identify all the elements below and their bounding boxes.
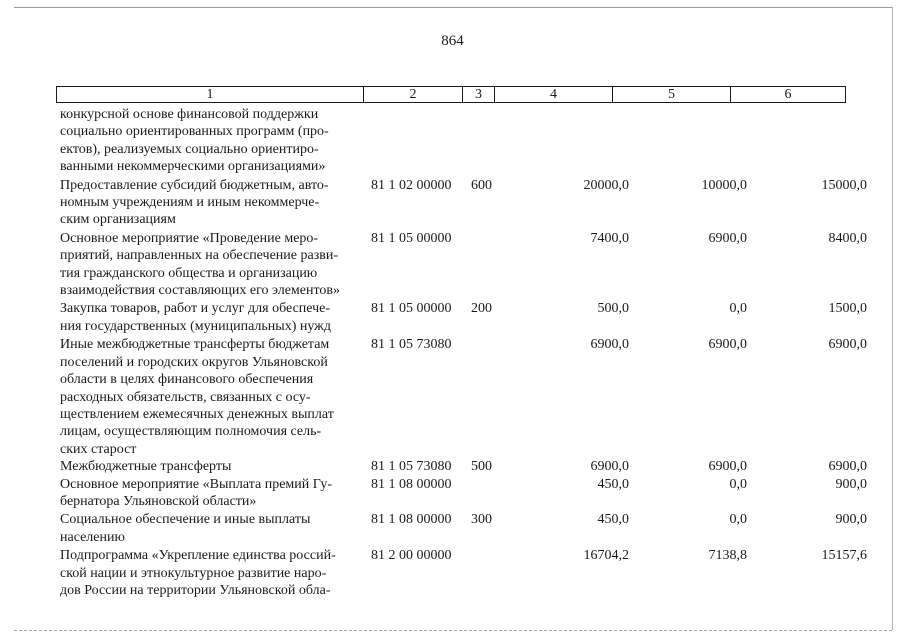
row-name-line: Основное мероприятие «Проведение меро- — [60, 230, 319, 246]
row-value-col5: 0,0 — [729, 476, 747, 492]
row-value-col4: 450,0 — [597, 512, 629, 528]
header-col-2: 2 — [364, 87, 463, 102]
table-row — [0, 106, 905, 176]
header-col-4: 4 — [495, 87, 613, 102]
row-expense-type — [471, 336, 523, 458]
table-row — [0, 458, 905, 475]
header-col-5: 5 — [613, 87, 731, 102]
row-value-col4: 6900,0 — [590, 459, 629, 475]
row-name — [60, 300, 364, 335]
row-code: 81 1 02 00000 — [371, 177, 452, 193]
row-name-line: Подпрограмма «Укрепление единства россий- — [60, 548, 336, 564]
row-name-line: Закупка товаров, работ и услуг для обеспече- — [60, 301, 331, 317]
row-name-line: ским организациям — [60, 212, 176, 228]
row-value-col6: 6900,0 — [828, 337, 867, 353]
table-body — [0, 106, 905, 599]
row-value-col6 — [747, 106, 867, 176]
row-value-col4: 7400,0 — [590, 230, 629, 246]
row-expense-type: 500 — [471, 459, 492, 475]
row-name — [60, 336, 364, 458]
row-code: 81 2 00 00000 — [371, 548, 452, 564]
row-value-col5: 6900,0 — [708, 230, 747, 246]
header-col-3: 3 — [463, 87, 495, 102]
row-value-col6: 15157,6 — [821, 548, 867, 564]
row-value-col5: 0,0 — [729, 512, 747, 528]
row-name-line: конкурсной основе финансовой поддержки — [60, 107, 319, 122]
row-value-col4: 6900,0 — [590, 337, 629, 353]
row-name-line: ния государственных (муниципальных) нужд — [60, 318, 331, 334]
row-name-line: Межбюджетные трансферты — [60, 459, 232, 475]
row-name-line: бернатора Ульяновской области» — [60, 493, 257, 509]
header-col-1: 1 — [57, 87, 364, 102]
row-expense-type — [471, 230, 523, 300]
row-name-line: поселений и городских округов Ульяновской — [60, 354, 328, 370]
row-value-col6: 1500,0 — [828, 301, 867, 317]
row-value-col5: 6900,0 — [708, 337, 747, 353]
row-name-line: приятий, направленных на обеспечение разви- — [60, 248, 339, 264]
row-expense-type: 200 — [471, 301, 492, 317]
row-value-col5: 10000,0 — [701, 177, 747, 193]
row-name-line: номным учреждениям и иным некоммерче- — [60, 195, 320, 211]
row-name — [60, 547, 364, 599]
row-value-col6: 15000,0 — [821, 177, 867, 193]
row-expense-type — [471, 106, 523, 176]
table-header-row — [56, 86, 846, 103]
row-code: 81 1 05 00000 — [371, 230, 452, 246]
row-value-col5 — [629, 106, 747, 176]
row-value-col5: 7138,8 — [708, 548, 747, 564]
row-name-line: ванными некоммерческими организациями» — [60, 159, 326, 175]
row-code: 81 1 08 00000 — [371, 512, 452, 528]
row-name-line: взаимодействия составляющих его элементов» — [60, 283, 341, 299]
header-col-6: 6 — [784, 87, 792, 102]
row-value-col4 — [523, 106, 629, 176]
row-value-col5: 0,0 — [729, 301, 747, 317]
row-name-line: дов России на территории Ульяновской обла- — [60, 582, 331, 598]
row-name-line: Основное мероприятие «Выплата премий Гу- — [60, 476, 332, 492]
row-value-col6: 900,0 — [835, 512, 867, 528]
table-row — [0, 336, 905, 458]
table-row — [0, 476, 905, 511]
row-name-line: тия гражданского общества и организацию — [60, 265, 318, 281]
row-name-line: Социальное обеспечение и иные выплаты — [60, 512, 311, 528]
row-name — [60, 106, 364, 176]
row-code: 81 1 05 73080 — [371, 459, 452, 475]
row-expense-type: 600 — [471, 177, 492, 193]
table-row — [0, 177, 905, 229]
row-value-col4: 450,0 — [597, 476, 629, 492]
row-name — [60, 230, 364, 300]
scan-edge-top — [14, 7, 892, 8]
row-value-col4: 20000,0 — [583, 177, 629, 193]
row-name — [60, 476, 364, 511]
row-name-line: ских старост — [60, 441, 137, 457]
row-name-line: ектов), реализуемых социально ориентиро- — [60, 141, 319, 157]
row-code: 81 1 08 00000 — [371, 476, 452, 492]
row-name-line: ской нации и этнокультурное развитие наро- — [60, 565, 327, 581]
row-name-line: расходных обязательств, связанных с осу- — [60, 389, 311, 405]
row-value-col6: 6900,0 — [828, 459, 867, 475]
row-name-line: Иные межбюджетные трансферты бюджетам — [60, 337, 330, 353]
row-expense-type: 300 — [471, 512, 492, 528]
row-name-line: ществлением ежемесячных денежных выплат — [60, 406, 334, 422]
row-value-col4: 16704,2 — [583, 548, 629, 564]
row-expense-type — [471, 547, 523, 599]
row-code — [371, 106, 471, 176]
row-name-line: социально ориентированных программ (про- — [60, 124, 329, 140]
row-value-col4: 500,0 — [597, 301, 629, 317]
row-name-line: населению — [60, 529, 125, 545]
row-name-line: области в целях финансового обеспечения — [60, 372, 314, 388]
row-name — [60, 177, 364, 229]
row-value-col6: 8400,0 — [828, 230, 867, 246]
table-row — [0, 547, 905, 599]
table-row — [0, 511, 905, 546]
row-name-line: лицам, осуществляющим полномочия сель- — [60, 424, 322, 440]
row-name — [60, 511, 364, 546]
row-code: 81 1 05 73080 — [371, 337, 452, 353]
row-name-line: Предоставление субсидий бюджетным, авто- — [60, 177, 329, 193]
row-name — [60, 458, 364, 475]
row-expense-type — [471, 476, 523, 511]
row-code: 81 1 05 00000 — [371, 301, 452, 317]
table-row — [0, 300, 905, 335]
scan-edge-bottom — [14, 630, 892, 631]
page-number: 864 — [441, 33, 464, 49]
row-value-col6: 900,0 — [835, 476, 867, 492]
table-row — [0, 230, 905, 300]
row-value-col5: 6900,0 — [708, 459, 747, 475]
